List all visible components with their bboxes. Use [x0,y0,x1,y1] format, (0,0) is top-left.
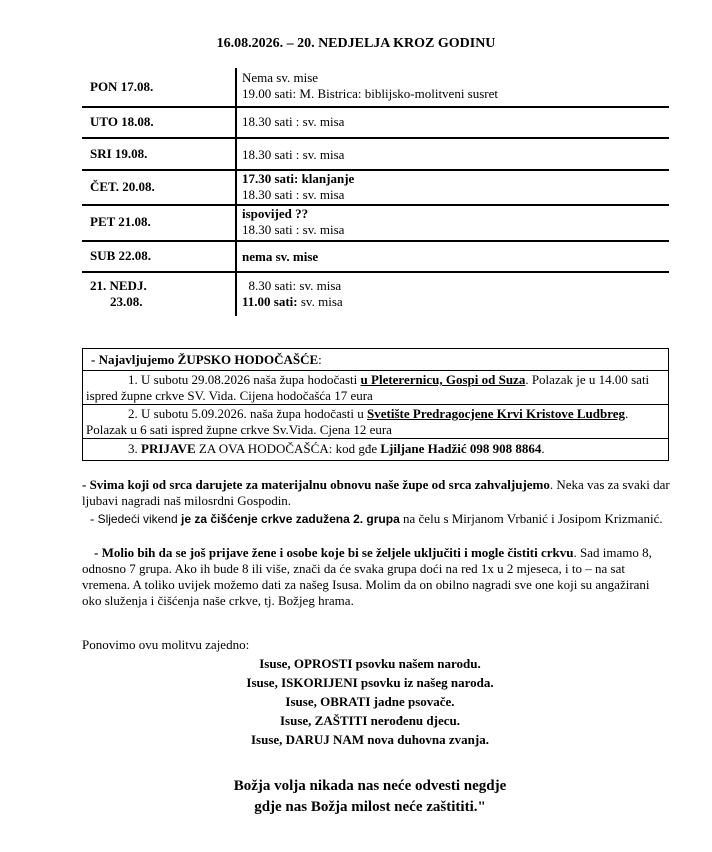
cleaning-a: Sljedeći vikend [97,512,181,526]
pilgrimage-heading [91,352,665,368]
schedule-text: 19.00 sati: M. Bistrica: biblijsko-molitveni susret [242,86,499,101]
volunteer-bold: - Molio bih da se još prijave žene i osobe koje bi se željele uključiti i mogle čistiti crkvu [94,545,574,560]
schedule-text: 18.30 sati : sv. misa [242,147,345,162]
schedule-row [82,204,669,240]
closing-quote [0,776,712,818]
item-text: . [541,441,545,456]
cleaning-b: je za čišćenje crkve zadužena 2. grupa [180,512,400,526]
item-text: . Polazak je u 14.00 sati ispred župne crkve SV. Vida. Cijena hodočašća 17 eura [86,372,650,403]
bold-time: 11.00 sati: [242,294,298,309]
schedule-text: 18.30 sati : sv. misa [242,187,345,202]
destination-pleternica: u Pleterernicu, Gospi od Suza [360,372,526,387]
closing-line: Božja volja nikada nas neće odvesti negdje [233,778,507,794]
schedule-day: ČET. 20.08. [90,179,155,194]
prayer-line: Isuse, ISKORIJENI psovku iz našeg naroda. [246,675,494,690]
box-divider [83,404,668,405]
thanks-paragraph [82,477,672,509]
volunteer-rest: . Sad imamo 8, odnosno 7 grupa. Ako ih bude 8 ili više, znači da će svaka grupa doći na red 1x u 2 mjeseca, i to – na sat vremena. A toliko uvijek možemo dati za našeg Isusa. Molim da on obilno nagradi sve one koji su angažirani oko služenja i čišćenja naše crkve, tj. Božjeg hrama. [82,545,652,608]
prayer-line: Isuse, OBRATI jadne psovače. [285,694,455,709]
schedule-text: nema sv. mise [242,249,319,264]
schedule-row [82,137,669,169]
closing-line: gdje nas Božja milost neće zaštititi." [254,799,486,815]
prayer-line: Isuse, DARUJ NAM nova duhovna zvanja. [250,732,489,747]
thanks-bold: - Svima koji od srca darujete za materijalnu obnovu naše župe od srca zahvaljujemo [82,477,550,492]
schedule-row [82,240,669,271]
schedule-text: 8.30 sati: sv. misa [242,278,342,293]
pilgrimage-item-1 [86,372,665,404]
prayer-block [0,654,712,749]
schedule-day: PET 21.08. [90,214,151,229]
item-text: PRIJAVE [141,441,196,456]
schedule-date: 23.08. [110,294,143,309]
thanks-rest: . Neka vas za svaki dar ljubavi nagradi naš milosrdni Gospodin. [82,477,670,508]
item-text: . Polazak u 6 sati ispred župne crkve Sv.Vida. Cjena 12 eura [86,406,629,437]
schedule-row [82,169,669,204]
item-text: 1. U subotu 29.08.2026 naša župa hodočasti [128,372,361,387]
heading-colon: : [318,352,322,367]
cleaning-paragraph [82,511,672,527]
schedule-row [82,106,669,137]
dash: - [90,511,98,526]
heading-dash: - [91,352,99,367]
schedule-text: 18.30 sati : sv. misa [242,222,345,237]
schedule-day: SRI 19.08. [90,146,148,161]
schedule-text: 18.30 sati : sv. misa [242,114,345,129]
pilgrimage-item-2 [86,406,665,438]
volunteer-paragraph [82,545,672,609]
item-text: ZA OVA HODOČAŠĆA: kod gđe [195,441,381,456]
pilgrimage-box [82,348,669,461]
schedule-text: 17.30 sati: klanjanje [242,171,355,186]
schedule-text: 11.00 sati: sv. misa [242,294,343,309]
item-text: 2. U subotu 5.09.2026. naša župa hodočasti u [128,406,368,421]
pilgrimage-item-3 [86,441,665,457]
schedule-day: 21. NEDJ. [90,278,147,293]
heading-plain: Najavljujemo [98,352,178,367]
prayer-intro: Ponovimo ovu molitvu zajedno: [82,637,250,652]
schedule-row [82,68,669,106]
heading-bold: ŽUPSKO HODOČAŠĆE [177,352,319,367]
destination-ludbreg: Svetište Predragocjene Krvi Kristove Ludbreg [367,406,626,421]
contact-name-phone: Ljiljane Hadžić 098 908 8864 [380,441,542,456]
schedule-day: SUB 22.08. [90,248,152,263]
schedule-row [82,271,669,316]
prayer-line: Isuse, OPROSTI psovku našem narodu. [259,656,481,671]
prayer-line: Isuse, ZAŠTITI nerođenu djecu. [279,713,460,728]
mass-schedule-table [82,68,669,316]
item-text: 3. [128,441,141,456]
box-divider [83,370,668,371]
cleaning-c: na čelu s Mirjanom Vrbanić i Josipom Krizmanić. [399,511,663,526]
schedule-text: Nema sv. mise [242,70,319,85]
box-divider [83,438,668,439]
schedule-day: PON 17.08. [90,79,154,94]
schedule-day: UTO 18.08. [90,114,154,129]
schedule-text: ispovijed ?? [242,206,309,221]
page-title: 16.08.2026. – 20. NEDJELJA KROZ GODINU [216,36,496,51]
